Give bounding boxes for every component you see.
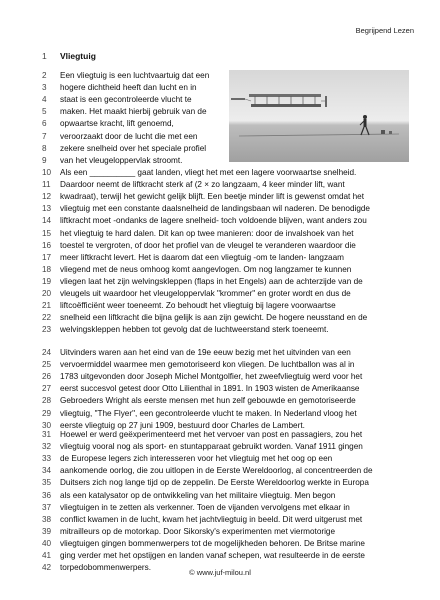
line-text: Een vliegtuig is een luchtvaartuig dat een (60, 71, 210, 80)
text-line (42, 408, 357, 420)
line-number: 5 (42, 107, 47, 117)
line-number: 40 (42, 538, 52, 548)
line-text: Uitvinders waren aan het eind van de 19e eeuw bezig met het uitvinden van een (60, 348, 351, 357)
text-line (42, 514, 362, 526)
text-line (42, 490, 335, 502)
line-text: vliegen laat het zijn welvingskleppen (flaps in het Engels) aan de achterzijde van de (60, 276, 363, 286)
line-number: 16 (42, 240, 52, 250)
text-line (42, 441, 363, 453)
line-number: 21 (42, 301, 52, 311)
line-number: 11 (42, 180, 51, 190)
line-number: 34 (42, 466, 52, 476)
line-number: 18 (42, 264, 52, 274)
line-number: 4 (42, 95, 47, 105)
text-line (42, 300, 336, 312)
line-text: vliegend met de neus omhoog komt aangevlogen. Om nog langzamer te kunnen (60, 264, 352, 274)
line-text: toestel te vergroten, of door het profiel van de vleugel te veranderen waardoor die (60, 240, 356, 250)
text-line (42, 383, 359, 395)
text-line (42, 82, 197, 94)
line-number: 32 (42, 442, 52, 452)
line-text: torpedobommenwerpers. (60, 563, 152, 573)
page-title: Vliegtuig (60, 51, 96, 61)
text-line (42, 106, 207, 118)
line-number: 20 (42, 289, 52, 298)
line-text: staat is een gecontroleerde vlucht te (60, 95, 192, 105)
text-line (42, 167, 356, 179)
text-line (42, 429, 362, 441)
line-number: 22 (42, 313, 52, 323)
text-line (42, 502, 350, 514)
line-text: vliegtuigen gingen bommenwerpers tot de mogelijkheden behoren. De Britse marine (60, 538, 365, 548)
line-number: 41 (42, 551, 52, 560)
line-text: vliegtuig vooral nog als sport- en stuntapparaat gebruikt worden. Vanaf 1911 gingen (60, 442, 363, 452)
text-line (42, 288, 351, 300)
line-text: aankomende oorlog, die zou uitlopen in de Eerste Wereldoorlog, al concentreerden de (60, 466, 373, 476)
text-line (42, 203, 370, 215)
line-text: het vliegtuig te hard dalen. Dit kan op twee manieren: door de invalshoek van het (60, 228, 354, 238)
line-text: snelheid een liftkracht die bijna gelijk is aan zijn gewicht. De hogere neusstand en de (60, 313, 368, 323)
line-number: 6 (42, 119, 47, 129)
line-number: 2 (42, 71, 47, 80)
line-number: 14 (42, 216, 52, 226)
line-number: 17 (42, 252, 52, 262)
line-text: mitrailleurs op de motorkap. Door Sikorsky's experimenten met viermotorige (60, 526, 336, 536)
text-line (42, 347, 351, 359)
text-line (42, 215, 367, 227)
line-number: 7 (42, 131, 47, 141)
line-number: 25 (42, 360, 52, 370)
text-line (42, 228, 354, 240)
line-text: Als een __________ gaat landen, vliegt het met een lagere voorwaartse snelheid. (60, 168, 357, 177)
line-number: 30 (42, 420, 52, 430)
line-text: 1783 uitgevonden door Joseph Michel Montgolfier, het zweefvliegtuig werd voor het (60, 372, 363, 382)
text-line (42, 276, 363, 288)
line-number: 10 (42, 168, 52, 177)
text-line (42, 550, 365, 562)
text-line (42, 359, 354, 371)
line-text: opwaartse kracht, lift genoemd, (60, 119, 174, 129)
line-number: 12 (42, 192, 52, 202)
line-number: 13 (42, 204, 52, 214)
line-number: 26 (42, 372, 52, 382)
line-text: vervoermiddel waarmee men gemotoriseerd kon vliegen. De luchtballon was al in (60, 360, 355, 370)
line-number: 37 (42, 502, 52, 512)
line-number: 27 (42, 384, 52, 394)
text-line (42, 312, 367, 324)
text-line (42, 395, 356, 407)
line-number: 15 (42, 228, 52, 238)
text-line (42, 324, 329, 336)
line-number: 33 (42, 454, 52, 464)
line-number: 9 (42, 155, 47, 165)
line-number: 29 (42, 408, 52, 418)
line-number: 42 (42, 563, 52, 573)
line-text: ging verder met het opstijgen en landen vanaf schepen, wat resulteerde in de eerste (60, 551, 365, 560)
line-text: eerst succesvol getest door Otto Lilienthal in 1891. In 1903 wisten de Amerikaanse (60, 384, 360, 394)
line-text: maken. Het maakt hierbij gebruik van de (60, 107, 207, 117)
line-text: eerste vliegtuig op 27 juni 1909, bestuurd door Charles de Lambert. (60, 420, 305, 430)
line-number: 39 (42, 526, 52, 536)
line-number: 36 (42, 490, 52, 500)
biplane-illustration (229, 70, 409, 162)
text-line (42, 191, 364, 203)
page-footer: © www.juf-milou.nl (189, 568, 251, 577)
line-text: veroorzaakt door de lucht die met een (60, 131, 198, 141)
text-line (42, 179, 345, 191)
line-number: 38 (42, 514, 52, 524)
line-text: welvingskleppen hebben tot gevolg dat de luchtweerstand sterk toeneemt. (60, 325, 329, 335)
line-text: Hoewel er werd geëxperimenteerd met het vervoer van post en passagiers, zou het (60, 430, 363, 439)
line-text: van het vleugeloppervlak stroomt. (60, 155, 183, 165)
line-text: meer liftkracht levert. Het is daarom dat een vliegtuig -om te landen- langzaam (60, 252, 344, 262)
line-text: Duitsers zich nog lange tijd op de zeppelin. De Eerste Wereldoorlog werkte in Europa (60, 478, 369, 488)
text-line (42, 477, 369, 489)
text-line (42, 453, 332, 465)
text-line (42, 131, 197, 143)
line-text: vliegtuig, "The Flyer", een gecontroleerde vlucht te maken. In Nederland vloog het (60, 408, 357, 418)
text-line (42, 252, 344, 264)
line-text: Daardoor neemt de liftkracht sterk af (2 × zo langzaam, 4 keer minder lift, want (60, 180, 345, 190)
text-line (42, 143, 206, 155)
line-number: 8 (42, 143, 47, 153)
line-text: kwadraat), terwijl het gewicht gelijk blijft. Een beetje minder lift is gewenst omdat het (60, 192, 364, 202)
text-line (42, 538, 365, 550)
line-text: vliegtuigen in te zetten als verkenner. Toen de vijanden vervolgens met elkaar in (60, 502, 350, 512)
text-line (42, 118, 174, 130)
text-line (42, 526, 335, 538)
text-line (42, 240, 356, 252)
line-number: 3 (42, 83, 47, 93)
line-text: Gebroeders Wright als eerste mensen met hun zelf gebouwde en gemotoriseerde (60, 396, 356, 406)
line-number: 24 (42, 348, 52, 357)
wright-flyer-photo (229, 70, 409, 162)
line-number: 23 (42, 325, 52, 335)
text-line (42, 155, 182, 167)
text-line (42, 70, 209, 82)
text-line (42, 465, 373, 477)
line-text: vliegtuig met een constante daalsnelheid de landingsbaan wil naderen. De benodigde (60, 204, 370, 214)
text-line (42, 371, 362, 383)
line-number: 28 (42, 396, 52, 406)
line-text: als een katalysator op de ontwikkeling van het militaire vliegtuig. Men begon (60, 490, 336, 500)
text-line (42, 264, 351, 276)
line-number: 35 (42, 478, 52, 488)
line-number: 1 (42, 51, 47, 61)
text-line (42, 94, 192, 106)
line-text: liftkracht moet -ondanks de lagere snelheid- toch voldoende blijven, want anders zou (60, 216, 367, 226)
line-text: vleugels uit waardoor het vleugeloppervlak "krommer" en groter wordt en dus de (60, 289, 351, 298)
line-text: de Europese legers zich interesseren voor het vliegtuig met het oog op een (60, 454, 333, 464)
line-text: hogere dichtheid heeft dan lucht en in (60, 83, 197, 93)
line-text: liftcoëfficiënt weer toeneemt. Zo behoudt het vliegtuig bij lagere voorwaartse (60, 301, 336, 311)
line-number: 19 (42, 276, 52, 286)
line-text: zekere snelheid over het speciale profiel (60, 143, 207, 153)
line-number: 31 (42, 430, 52, 439)
page-header: Begrijpend Lezen (355, 26, 414, 35)
line-text: conflict kwamen in de lucht, kwam het jachtvliegtuig in beeld. Dit werd uitgerust met (60, 514, 363, 524)
title-row (42, 51, 96, 61)
